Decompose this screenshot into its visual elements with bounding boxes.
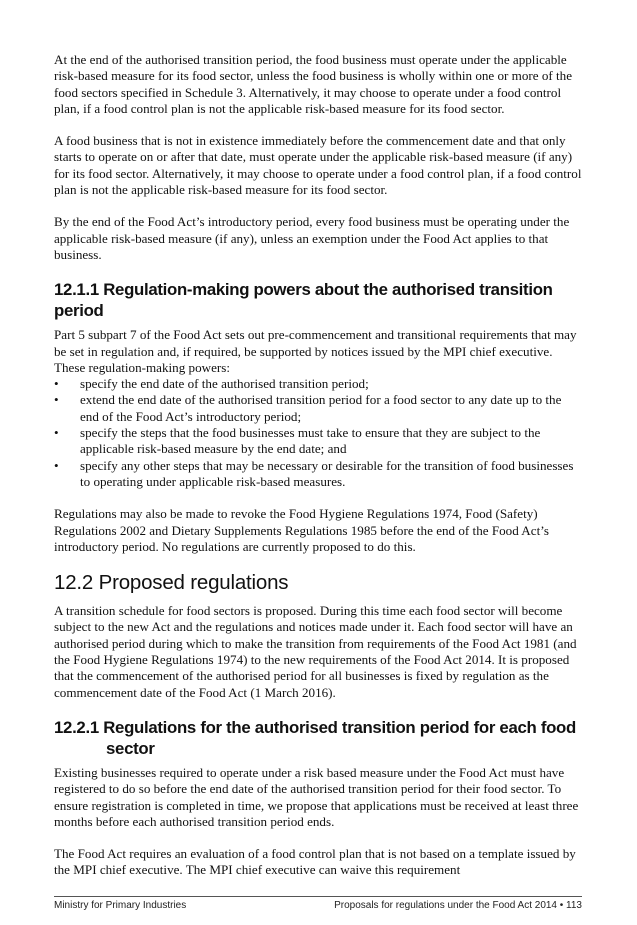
- page-footer: [54, 900, 582, 912]
- list-item: • specify the steps that the food businesses must take to ensure that they are subject to the applicable risk-based measure by the end date; and: [54, 425, 582, 458]
- footer-divider: [54, 896, 582, 897]
- paragraph-new-business: A food business that is not in existence immediately before the commencement date and that only starts to operate on or after that date, must operate under the applicable risk-based measure (if any) for its food sector. Alternatively, it may choose to operate under a food control plan, if a food control plan is not the applicable risk-based measure for its food sector.: [54, 133, 582, 198]
- paragraph-proposed-regulations: A transition schedule for food sectors is proposed. During this time each food sector will become subject to the new Act and the regulations and notices made under it. Each food sector will have an authorised period during which to make the transition from requirements of the Food Act 1981 (and the Food Hygiene Regulations 1974) to the new requirements of the Food Act 2014. It is proposed that the commencement of the authorised period for all businesses is fixed by regulation as the commencement date of the Food Act (1 March 2016).: [54, 603, 577, 700]
- paragraph-regulation-powers-intro: Part 5 subpart 7 of the Food Act sets out pre-commencement and transitional requirements that may be set in regulation and, if required, be supported by notices issued by the MPI chief executive. These regulation-making powers:: [54, 327, 577, 375]
- heading-12-1-1: 12.1.1 Regulation-making powers about the authorised transition period: [54, 280, 553, 321]
- list-item: • specify any other steps that may be necessary or desirable for the transition of food businesses to operating under applicable risk-based measures.: [54, 458, 582, 491]
- paragraph-introductory-period: By the end of the Food Act’s introductory period, every food business must be operating under the applicable risk-based measure (if any), unless an exemption under the Food Act applies to that business.: [54, 214, 570, 262]
- heading-12-2: 12.2 Proposed regulations: [54, 571, 289, 595]
- list-item: • specify the end date of the authorised transition period;: [54, 376, 582, 392]
- paragraph-transition-end: At the end of the authorised transition period, the food business must operate under the applicable risk-based measure for its food sector, unless the food business is wholly within one or more of the food sectors specified in Schedule 3. Alternatively, it may choose to operate under a food control plan, if a food control plan is not the applicable risk-based measure for its food sector.: [54, 52, 573, 116]
- document-page: [54, 52, 582, 895]
- heading-12-2-1: 12.2.1 Regulations for the authorised transition period for each food sector: [54, 717, 576, 758]
- paragraph-revoke-regulations: Regulations may also be made to revoke the Food Hygiene Regulations 1974, Food (Safety) Regulations 2002 and Dietary Supplements Regulations 1985 before the end of the Food Act’s introductory period. No regulations are currently proposed to do this.: [54, 506, 549, 554]
- paragraph-registration: Existing businesses required to operate under a risk based measure under the Food Act must have registered to do so before the end date of the authorised transition period for their food sector. To ensure registration is completed in time, we propose that applications must be received at least three months before each authorised transition period ends.: [54, 764, 579, 829]
- footer-title-page-number: Proposals for regulations under the Food Act 2014 • 113: [334, 900, 582, 911]
- list-item: • extend the end date of the authorised transition period for a food sector to any date up to the end of the Food Act’s introductory period;: [54, 392, 582, 425]
- footer-publisher: Ministry for Primary Industries: [54, 900, 187, 911]
- paragraph-evaluation: The Food Act requires an evaluation of a food control plan that is not based on a template issued by the MPI chief executive. The MPI chief executive can waive this requirement: [54, 846, 576, 878]
- regulation-powers-list: [54, 376, 582, 490]
